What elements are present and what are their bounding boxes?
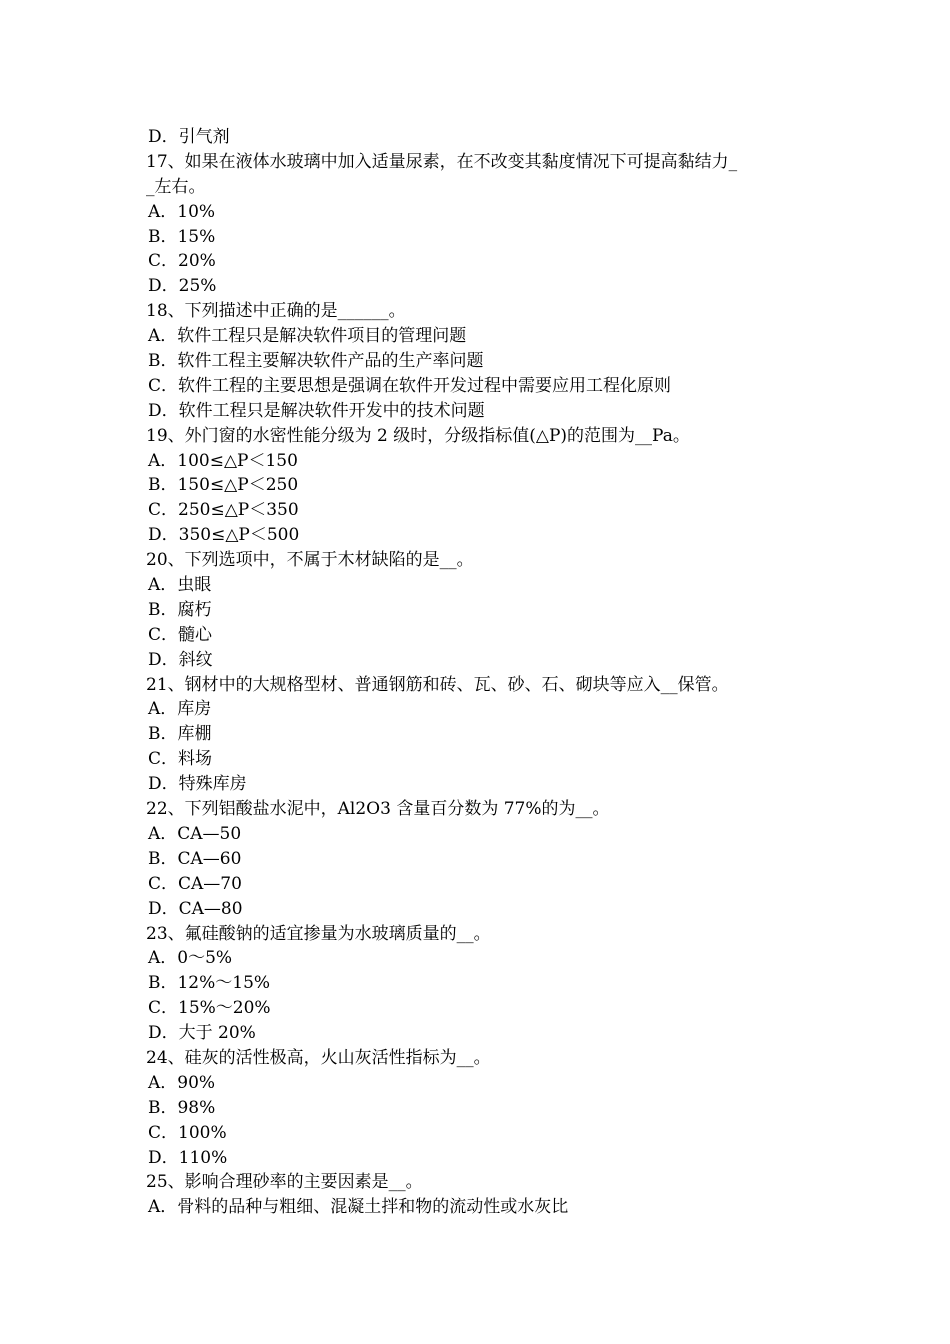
answer-option: A．软件工程只是解决软件项目的管理问题 (148, 326, 467, 347)
answer-option: B．12%～15% (148, 973, 271, 994)
answer-option: B．CA—60 (148, 848, 242, 869)
question-text: 21、钢材中的大规格型材、普通钢筋和砖、瓦、砂、石、砌块等应入__保管。 (146, 674, 729, 695)
answer-option: C．100% (148, 1122, 227, 1143)
answer-option: B．软件工程主要解决软件产品的生产率问题 (148, 351, 484, 372)
answer-option: D．引气剂 (148, 127, 230, 147)
answer-option: D．350≤△P＜500 (148, 525, 300, 546)
question-text: 25、影响合理砂率的主要因素是__。 (146, 1172, 423, 1193)
answer-option: A．0～5% (148, 948, 233, 969)
answer-option: C．CA—70 (148, 873, 242, 894)
question-text: 19、外门窗的水密性能分级为 2 级时，分级指标值(△P)的范围为__Pa。 (146, 425, 690, 446)
answer-option: A．10% (148, 201, 216, 222)
question-text: 17、如果在液体水玻璃中加入适量尿素，在不改变其黏度情况下可提高黏结力_ (146, 151, 738, 172)
answer-option: D．CA—80 (148, 898, 243, 919)
document-body (146, 125, 826, 1220)
answer-option: B．腐朽 (148, 599, 212, 620)
answer-option: D．软件工程只是解决软件开发中的技术问题 (148, 400, 485, 421)
answer-option: C．15%～20% (148, 998, 271, 1019)
answer-option: D．25% (148, 276, 217, 297)
answer-option: B．库棚 (148, 724, 212, 745)
answer-option: A．虫眼 (148, 575, 212, 596)
document-page (146, 125, 826, 1220)
answer-option: B．150≤△P＜250 (148, 475, 299, 496)
answer-option: D．大于 20% (148, 1023, 256, 1044)
answer-option: D．110% (148, 1147, 228, 1168)
question-text: 23、氟硅酸钠的适宜掺量为水玻璃质量的__。 (146, 923, 491, 944)
question-text: 20、下列选项中，不属于木材缺陷的是__。 (146, 550, 474, 571)
answer-option: A．CA—50 (148, 823, 242, 844)
answer-option: C．软件工程的主要思想是强调在软件开发过程中需要应用工程化原则 (148, 375, 672, 396)
answer-option: D．特殊库房 (148, 774, 247, 795)
answer-option: A．100≤△P＜150 (148, 450, 298, 471)
answer-option: B．98% (148, 1097, 216, 1118)
answer-option: A．骨料的品种与粗细、混凝土拌和物的流动性或水灰比 (148, 1197, 569, 1218)
question-text: 24、硅灰的活性极高，火山灰活性指标为__。 (146, 1047, 491, 1068)
question-text: 22、下列铝酸盐水泥中，Al2O3 含量百分数为 77%的为__。 (146, 799, 610, 820)
answer-option: D．斜纹 (148, 649, 213, 670)
answer-option: A．90% (148, 1072, 216, 1093)
question-text: 18、下列描述中正确的是______。 (146, 301, 406, 322)
answer-option: B．15% (148, 226, 216, 247)
answer-option: C．髓心 (148, 624, 213, 645)
answer-option: C．20% (148, 251, 216, 272)
question-text: _左右。 (146, 176, 206, 197)
answer-option: A．库房 (148, 699, 212, 720)
answer-option: C．料场 (148, 749, 213, 770)
answer-option: C．250≤△P＜350 (148, 500, 299, 521)
